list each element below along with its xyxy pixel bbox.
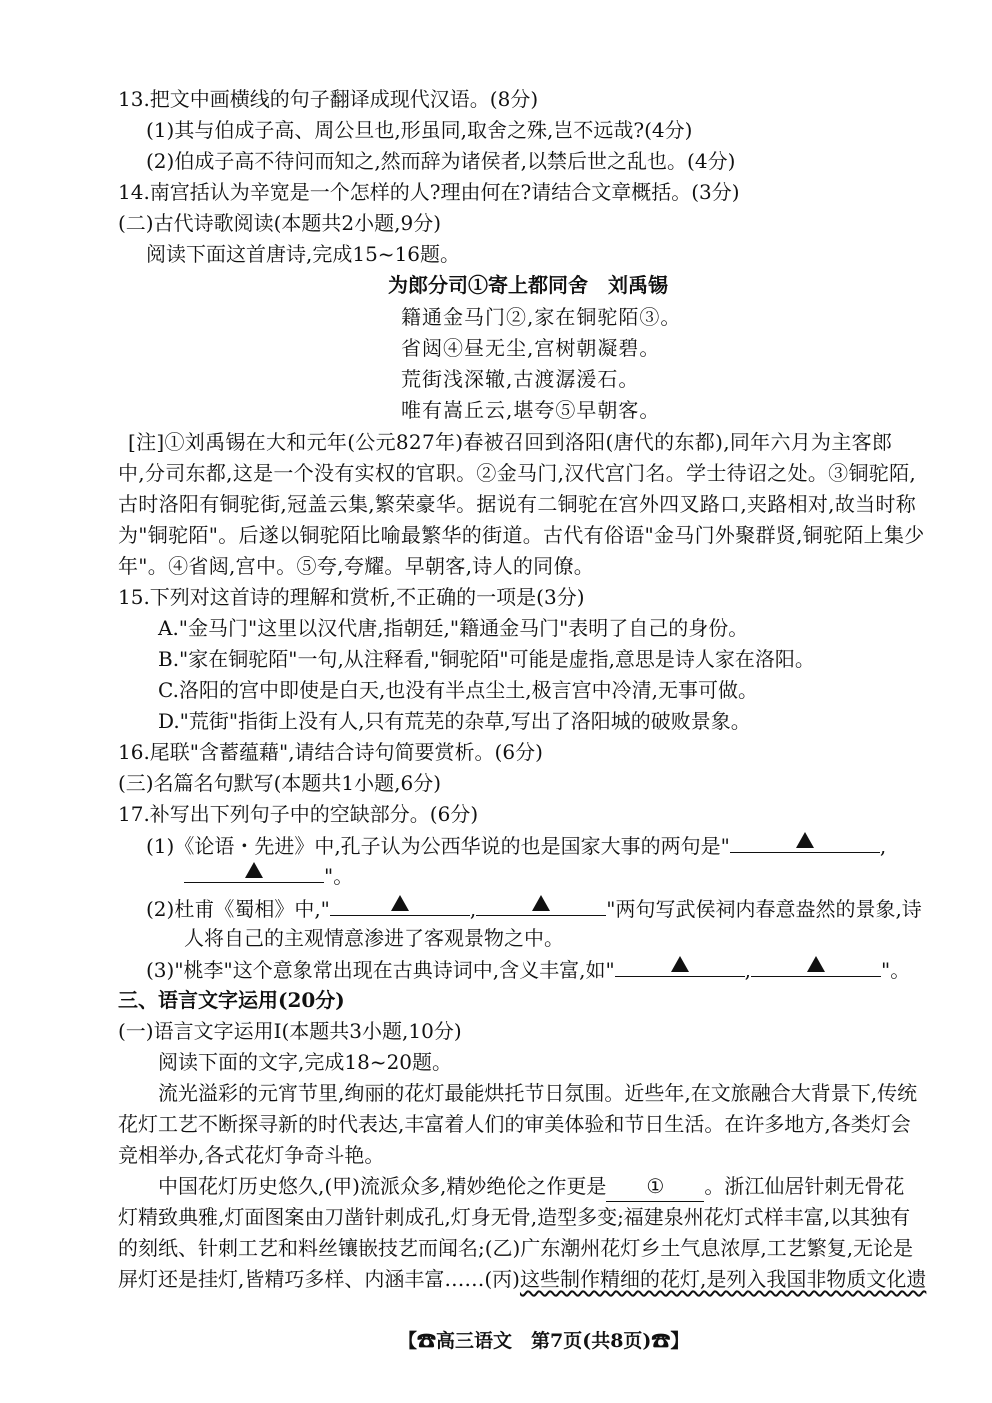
q17-item-2 (146, 893, 922, 924)
q16-title: 16.尾联"含蓄蕴藉",请结合诗句简要赏析。(6分) (118, 740, 543, 764)
q17-item-1-end: "。 (324, 864, 354, 888)
q17-item-3-text: (3)"桃李"这个意象常出现在古典诗词中,含义丰富,如" (146, 958, 615, 982)
q13-title: 13.把文中画横线的句子翻译成现代汉语。(8分) (118, 87, 539, 111)
q17-item-3-end: "。 (881, 958, 911, 982)
read-intro: 阅读下面的文字,完成18~20题。 (158, 1050, 453, 1074)
poem-note: [注]①刘禹锡在大和元年(公元827年)春被召回到洛阳(唐代的东都),同年六月为主客郎 (128, 430, 893, 454)
passage-line (158, 1171, 904, 1202)
section-poetry-title: (二)古代诗歌阅读(本题共2小题,9分) (118, 211, 442, 235)
triangle-icon (391, 895, 409, 911)
poem-line: 省闼④昼无尘,宫树朝凝碧。 (401, 336, 661, 360)
passage-line (118, 1264, 926, 1294)
q17-item-3 (146, 954, 910, 985)
passage-text: 中国花灯历史悠久,(甲)流派众多,精妙绝伦之作更是 (158, 1174, 607, 1198)
q17-item-2-cont: 人将自己的主观情意渗进了客观景物之中。 (184, 926, 564, 950)
answer-blank[interactable] (184, 860, 324, 883)
poem-line: 籍通金马门②,家在铜驼陌③。 (401, 305, 682, 329)
passage-text: 。浙江仙居针刺无骨花 (704, 1174, 905, 1198)
q17-item-1-cont (184, 860, 353, 891)
poem-note: 中,分司东都,这是一个没有实权的官职。②金马门,汉代宫门名。学士待诏之处。③铜驼陌, (118, 461, 917, 485)
q17-title: 17.补写出下列句子中的空缺部分。(6分) (118, 802, 479, 826)
part3-title: 三、语言文字运用(20分) (118, 988, 345, 1012)
q15-option-d: D."荒街"指街上没有人,只有荒芜的杂草,写出了洛阳城的破败景象。 (158, 709, 751, 733)
triangle-icon (671, 956, 689, 972)
passage-line: 流光溢彩的元宵节里,绚丽的花灯最能烘托节日氛围。近些年,在文旅融合大背景下,传统 (158, 1081, 918, 1105)
poem-note: 年"。④省闼,宫中。⑤夸,夸耀。早朝客,诗人的同僚。 (118, 554, 595, 578)
q17-item-2-text: (2)杜甫《蜀相》中," (146, 897, 330, 921)
q17-item-1-comma: , (879, 834, 887, 858)
passage-line: 灯精致典雅,灯面图案由刀凿针刺成孔,灯身无骨,造型多变;福建泉州花灯式样丰富,以其独有 (118, 1205, 911, 1229)
passage-line: 竞相举办,各式花灯争奇斗艳。 (118, 1143, 385, 1167)
passage-line: 花灯工艺不断探寻新的时代表达,丰富着人们的审美体验和节日生活。在许多地方,各类灯会 (118, 1112, 911, 1136)
poem-line: 唯有嵩丘云,堪夸⑤早朝客。 (401, 398, 661, 422)
q17-item-2-comma: , (469, 897, 477, 921)
q17-item-2-tail: "两句写武侯祠内春意盎然的景象,诗 (606, 897, 922, 921)
poem-intro: 阅读下面这首唐诗,完成15~16题。 (146, 242, 461, 266)
triangle-icon (807, 956, 825, 972)
triangle-icon (245, 862, 263, 878)
poem-line: 荒街浅深辙,古渡潺湲石。 (401, 367, 640, 391)
answer-blank[interactable] (751, 954, 881, 977)
triangle-icon (796, 832, 814, 848)
answer-blank[interactable] (730, 830, 880, 853)
q15-option-c: C.洛阳的宫中即使是白天,也没有半点尘土,极言宫中冷清,无事可做。 (158, 678, 759, 702)
q15-option-a: A."金马门"这里以汉代唐,指朝廷,"籍通金马门"表明了自己的身份。 (158, 616, 749, 640)
poem-note: 古时洛阳有铜驼街,冠盖云集,繁荣豪华。据说有二铜驼在宫外四叉路口,夹路相对,故当时称 (118, 492, 917, 516)
q15-option-b: B."家在铜驼陌"一句,从注释看,"铜驼陌"可能是虚指,意思是诗人家在洛阳。 (158, 647, 815, 671)
q15-title: 15.下列对这首诗的理解和赏析,不正确的一项是(3分) (118, 585, 585, 609)
answer-blank[interactable] (330, 893, 470, 916)
answer-blank[interactable] (615, 954, 745, 977)
q17-item-3-comma: , (744, 958, 752, 982)
q13-sub1: (1)其与伯成子高、周公旦也,形虽同,取舍之殊,岂不远哉?(4分) (146, 118, 693, 142)
wavy-underlined-text: 这些制作精细的花灯,是列入我国非物质文化遗 (519, 1267, 927, 1291)
q17-item-1 (146, 830, 886, 861)
triangle-icon (532, 895, 550, 911)
passage-line: 的刻纸、针刺工艺和料丝镶嵌技艺而闻名;(乙)广东潮州花灯乡土气息浓厚,工艺繁复,无论是 (118, 1236, 914, 1260)
q14-title: 14.南宫括认为辛宽是一个怎样的人?理由何在?请结合文章概括。(3分) (118, 180, 740, 204)
q17-item-1-text: (1)《论语・先进》中,孔子认为公西华说的也是国家大事的两句是" (146, 834, 730, 858)
poem-title: 为郎分司①寄上都同舍 刘禹锡 (388, 273, 668, 297)
q13-sub2: (2)伯成子高不待问而知之,然而辞为诸侯者,以禁后世之乱也。(4分) (146, 149, 736, 173)
answer-blank[interactable] (476, 893, 606, 916)
section-dictation-title: (三)名篇名句默写(本题共1小题,6分) (118, 771, 442, 795)
page-footer: 【☎高三语文 第7页(共8页)☎】 (398, 1330, 690, 1352)
passage-text: 屏灯还是挂灯,皆精巧多样、内涵丰富……(丙) (118, 1267, 520, 1291)
poem-note: 为"铜驼陌"。后遂以铜驼陌比喻最繁华的街道。古代有俗语"金马门外聚群贤,铜驼陌上集少 (118, 523, 925, 547)
part3-sub1-title: (一)语言文字运用Ⅰ(本题共3小题,10分) (118, 1019, 462, 1043)
blank-1[interactable]: ① (606, 1171, 704, 1202)
